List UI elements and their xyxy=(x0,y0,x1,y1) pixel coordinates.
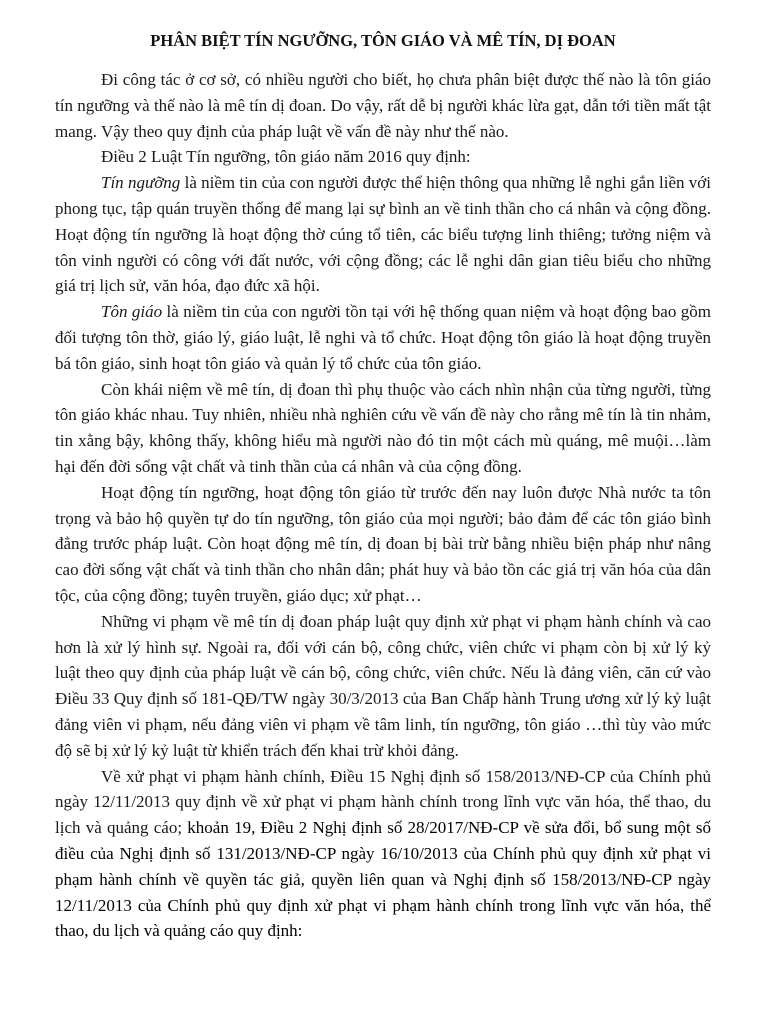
sanctions-text-part2: khoản 19, Điều 2 Nghị định số 28/2017/NĐ-CP về sửa đổi, bổ sung một số điều của Nghị định số 131/2013/NĐ-CP ngày 16/10/2013 của Chính phủ quy định xử phạt vi phạm hành chính về quyền tác giả, quyền liên quan và Nghị định số 158/2013/NĐ-CP ngày 12/11/2013 của Chính phủ quy định xử phạt vi phạm hành chính trong lĩnh vực văn hóa, thể thao, du lịch và quảng cáo quy định: xyxy=(55,818,711,941)
term-belief: Tín ngưỡng xyxy=(101,173,181,193)
paragraph-intro: Đi công tác ở cơ sở, có nhiều người cho biết, họ chưa phân biệt được thế nào là tôn giáo tín ngưỡng và thế nào là mê tín dị đoan. Do vậy, rất dễ bị người khác lừa gạt, dẫn tới tiền mất tật mang. Vậy theo quy định của pháp luật về vấn đề này như thế nào. xyxy=(55,70,711,141)
paragraph-administrative-sanctions xyxy=(55,764,711,945)
term-religion: Tôn giáo xyxy=(101,302,163,322)
paragraph-state-policy: Hoạt động tín ngưỡng, hoạt động tôn giáo từ trước đến nay luôn được Nhà nước ta tôn trọng và bảo hộ quyền tự do tín ngưỡng, tôn giáo của mọi người; bảo đảm để các tôn giáo bình đẳng trước pháp luật. Còn hoạt động mê tín, dị đoan bị bài trừ bằng nhiều biện pháp như nâng cao đời sống vật chất và tinh thần cho nhân dân; phát huy và bảo tồn các giá trị văn hóa của dân tộc, của cộng đồng; tuyên truyền, giáo dục; xử phạt… xyxy=(55,482,711,605)
paragraph-law-reference: Điều 2 Luật Tín ngưỡng, tôn giáo năm 2016 quy định: xyxy=(101,147,471,167)
sanctions-text-part1: Về xử phạt vi phạm hành chính, Điều 15 Nghị định số 158/2013/NĐ-CP của Chính phủ ngày 12/11/2013 quy định về xử phạt vi phạm hành chính trong lĩnh vực văn hóa, thể thao, du lịch và quảng cáo; xyxy=(55,766,711,838)
paragraph-religion-definition xyxy=(55,299,711,376)
paragraph-belief-definition xyxy=(55,170,711,299)
document-page xyxy=(55,30,711,944)
paragraph-superstition: Còn khái niệm về mê tín, dị đoan thì phụ thuộc vào cách nhìn nhận của từng người, từng tôn giáo khác nhau. Tuy nhiên, nhiều nhà nghiên cứu về vấn đề này cho rằng mê tín là tin nhảm, tin xằng bậy, không thấy, không hiểu mà người nào đó tin một cách mù quáng, mê muội…làm hại đến đời sống vật chất và tinh thần của cá nhân và của cộng đồng. xyxy=(55,379,711,476)
document-title: PHÂN BIỆT TÍN NGƯỠNG, TÔN GIÁO VÀ MÊ TÍN, DỊ ĐOAN xyxy=(150,31,616,50)
belief-definition-text: là niềm tin của con người được thể hiện thông qua những lễ nghi gắn liền với phong tục, tập quán truyền thống để mang lại sự bình an về tinh thần cho cá nhân và cộng đồng. Hoạt động tín ngưỡng là hoạt động thờ cúng tổ tiên, các biểu tượng linh thiêng; tưởng niệm và tôn vinh người có công với đất nước, với cộng đồng; các lễ nghi dân gian tiêu biểu cho những giá trị lịch sử, văn hóa, đạo đức xã hội. xyxy=(55,173,711,296)
paragraph-violations: Những vi phạm về mê tín dị đoan pháp luật quy định xử phạt vi phạm hành chính và cao hơn là xử lý hình sự. Ngoài ra, đối với cán bộ, công chức, viên chức vi phạm còn bị xử lý kỷ luật theo quy định của pháp luật về cán bộ, công chức, viên chức. Nếu là đảng viên, căn cứ vào Điều 33 Quy định số 181-QĐ/TW ngày 30/3/2013 của Ban Chấp hành Trung ương xử lý kỷ luật đảng viên vi phạm, nếu đảng viên vi phạm về tâm linh, tín ngưỡng, tôn giáo …thì tùy vào mức độ sẽ bị xử lý kỷ luật từ khiển trách đến khai trừ khỏi đảng. xyxy=(55,611,711,760)
religion-definition-text: là niềm tin của con người tồn tại với hệ thống quan niệm và hoạt động bao gồm đối tượng tôn thờ, giáo lý, giáo luật, lễ nghi và tổ chức. Hoạt động tôn giáo là hoạt động truyền bá tôn giáo, sinh hoạt tôn giáo và quản lý tổ chức của tôn giáo. xyxy=(55,302,711,373)
